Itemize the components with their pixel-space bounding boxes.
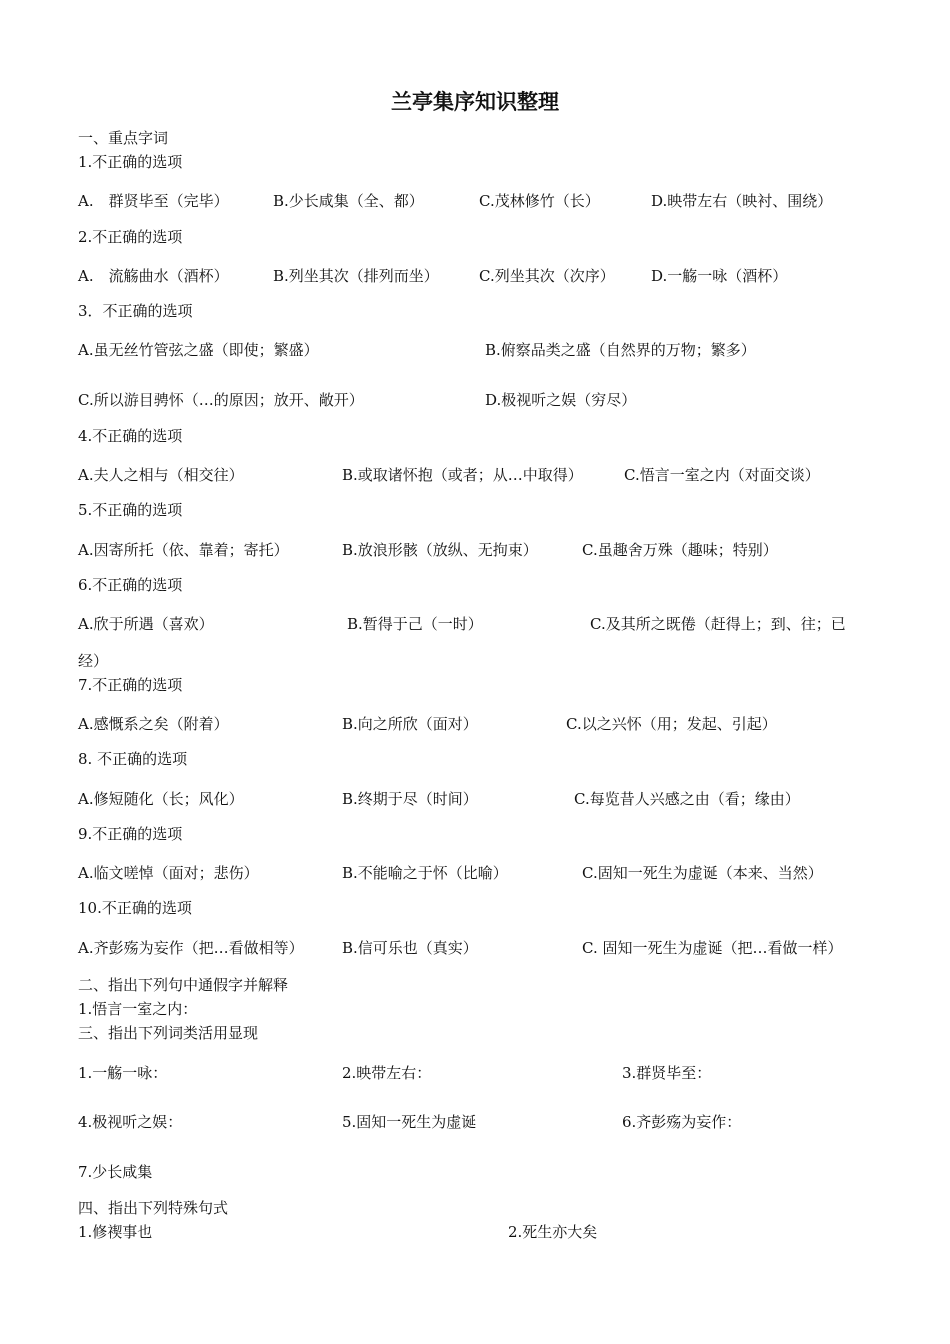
section-3-item-3: 3.群贤毕至： bbox=[622, 1064, 712, 1082]
question-8-option-a: A.修短随化（长；风化） bbox=[78, 790, 244, 808]
question-6-option-c: C.及其所之既倦（赶得上；到、往；已 bbox=[590, 615, 846, 633]
document-title: 兰亭集序知识整理 bbox=[391, 90, 559, 114]
question-9-prompt: 9.不正确的选项 bbox=[78, 825, 183, 843]
question-4-prompt: 4.不正确的选项 bbox=[78, 427, 183, 445]
question-6-option-c-continued: 经） bbox=[78, 652, 109, 670]
section-1-heading: 一、重点字词 bbox=[78, 129, 169, 147]
section-3-heading: 三、指出下列词类活用显现 bbox=[78, 1024, 259, 1042]
question-3-option-b: B.俯察品类之盛（自然界的万物；繁多） bbox=[485, 341, 756, 359]
question-6-prompt: 6.不正确的选项 bbox=[78, 576, 183, 594]
question-1-option-c: C.茂林修竹（长） bbox=[479, 192, 600, 210]
question-3-option-a: A.虽无丝竹管弦之盛（即使；繁盛） bbox=[78, 341, 319, 359]
question-1-option-b: B.少长咸集（全、都） bbox=[273, 192, 424, 210]
question-5-option-c: C.虽趣舍万殊（趣味；特别） bbox=[582, 541, 778, 559]
question-10-option-b: B.信可乐也（真实） bbox=[342, 939, 478, 957]
question-4-option-c: C.悟言一室之内（对面交谈） bbox=[624, 466, 820, 484]
section-4-heading: 四、指出下列特殊句式 bbox=[78, 1199, 229, 1217]
question-3-option-c: C.所以游目骋怀（…的原因；放开、敞开） bbox=[78, 391, 364, 409]
question-1-option-d: D.映带左右（映衬、围绕） bbox=[651, 192, 833, 210]
question-8-option-c: C.每览昔人兴感之由（看；缘由） bbox=[574, 790, 800, 808]
section-3-item-1: 1.一觞一咏： bbox=[78, 1064, 168, 1082]
question-5-prompt: 5.不正确的选项 bbox=[78, 501, 183, 519]
question-10-option-a: A.齐彭殇为妄作（把…看做相等） bbox=[78, 939, 304, 957]
question-6-option-b: B.暂得于己（一时） bbox=[347, 615, 483, 633]
question-4-option-b: B.或取诸怀抱（或者；从…中取得） bbox=[342, 466, 583, 484]
section-2-item-1: 1.悟言一室之内： bbox=[78, 1000, 198, 1018]
section-2-heading: 二、指出下列句中通假字并解释 bbox=[78, 976, 289, 994]
section-3-item-7: 7.少长咸集 bbox=[78, 1163, 153, 1181]
section-3-item-4: 4.极视听之娱： bbox=[78, 1113, 183, 1131]
question-1-option-a: A. 群贤毕至（完毕） bbox=[78, 192, 229, 210]
question-1-prompt: 1.不正确的选项 bbox=[78, 153, 183, 171]
question-5-option-a: A.因寄所托（依、靠着；寄托） bbox=[78, 541, 289, 559]
question-10-option-c: C. 固知一死生为虚诞（把…看做一样） bbox=[582, 939, 843, 957]
section-3-item-6: 6.齐彭殇为妄作： bbox=[622, 1113, 742, 1131]
question-7-option-b: B.向之所欣（面对） bbox=[342, 715, 478, 733]
question-8-prompt: 8. 不正确的选项 bbox=[78, 750, 188, 768]
question-7-option-a: A.感慨系之矣（附着） bbox=[78, 715, 229, 733]
question-9-option-a: A.临文嗟悼（面对；悲伤） bbox=[78, 864, 259, 882]
question-2-option-d: D.一觞一咏（酒杯） bbox=[651, 267, 788, 285]
question-2-prompt: 2.不正确的选项 bbox=[78, 228, 183, 246]
question-3-prompt: 3．不正确的选项 bbox=[78, 302, 193, 320]
question-8-option-b: B.终期于尽（时间） bbox=[342, 790, 478, 808]
question-7-prompt: 7.不正确的选项 bbox=[78, 676, 183, 694]
section-3-item-5: 5.固知一死生为虚诞 bbox=[342, 1113, 477, 1131]
question-2-option-a: A. 流觞曲水（酒杯） bbox=[78, 267, 229, 285]
section-3-item-2: 2.映带左右： bbox=[342, 1064, 432, 1082]
question-5-option-b: B.放浪形骸（放纵、无拘束） bbox=[342, 541, 538, 559]
section-4-item-2: 2.死生亦大矣 bbox=[508, 1223, 598, 1241]
question-4-option-a: A.夫人之相与（相交往） bbox=[78, 466, 244, 484]
question-3-option-d: D.极视听之娱（穷尽） bbox=[485, 391, 637, 409]
question-2-option-c: C.列坐其次（次序） bbox=[479, 267, 615, 285]
question-9-option-b: B.不能喻之于怀（比喻） bbox=[342, 864, 508, 882]
section-4-item-1: 1.修禊事也 bbox=[78, 1223, 153, 1241]
question-10-prompt: 10.不正确的选项 bbox=[78, 899, 192, 917]
question-6-option-a: A.欣于所遇（喜欢） bbox=[78, 615, 214, 633]
question-7-option-c: C.以之兴怀（用；发起、引起） bbox=[566, 715, 777, 733]
question-2-option-b: B.列坐其次（排列而坐） bbox=[273, 267, 439, 285]
question-9-option-c: C.固知一死生为虚诞（本来、当然） bbox=[582, 864, 823, 882]
